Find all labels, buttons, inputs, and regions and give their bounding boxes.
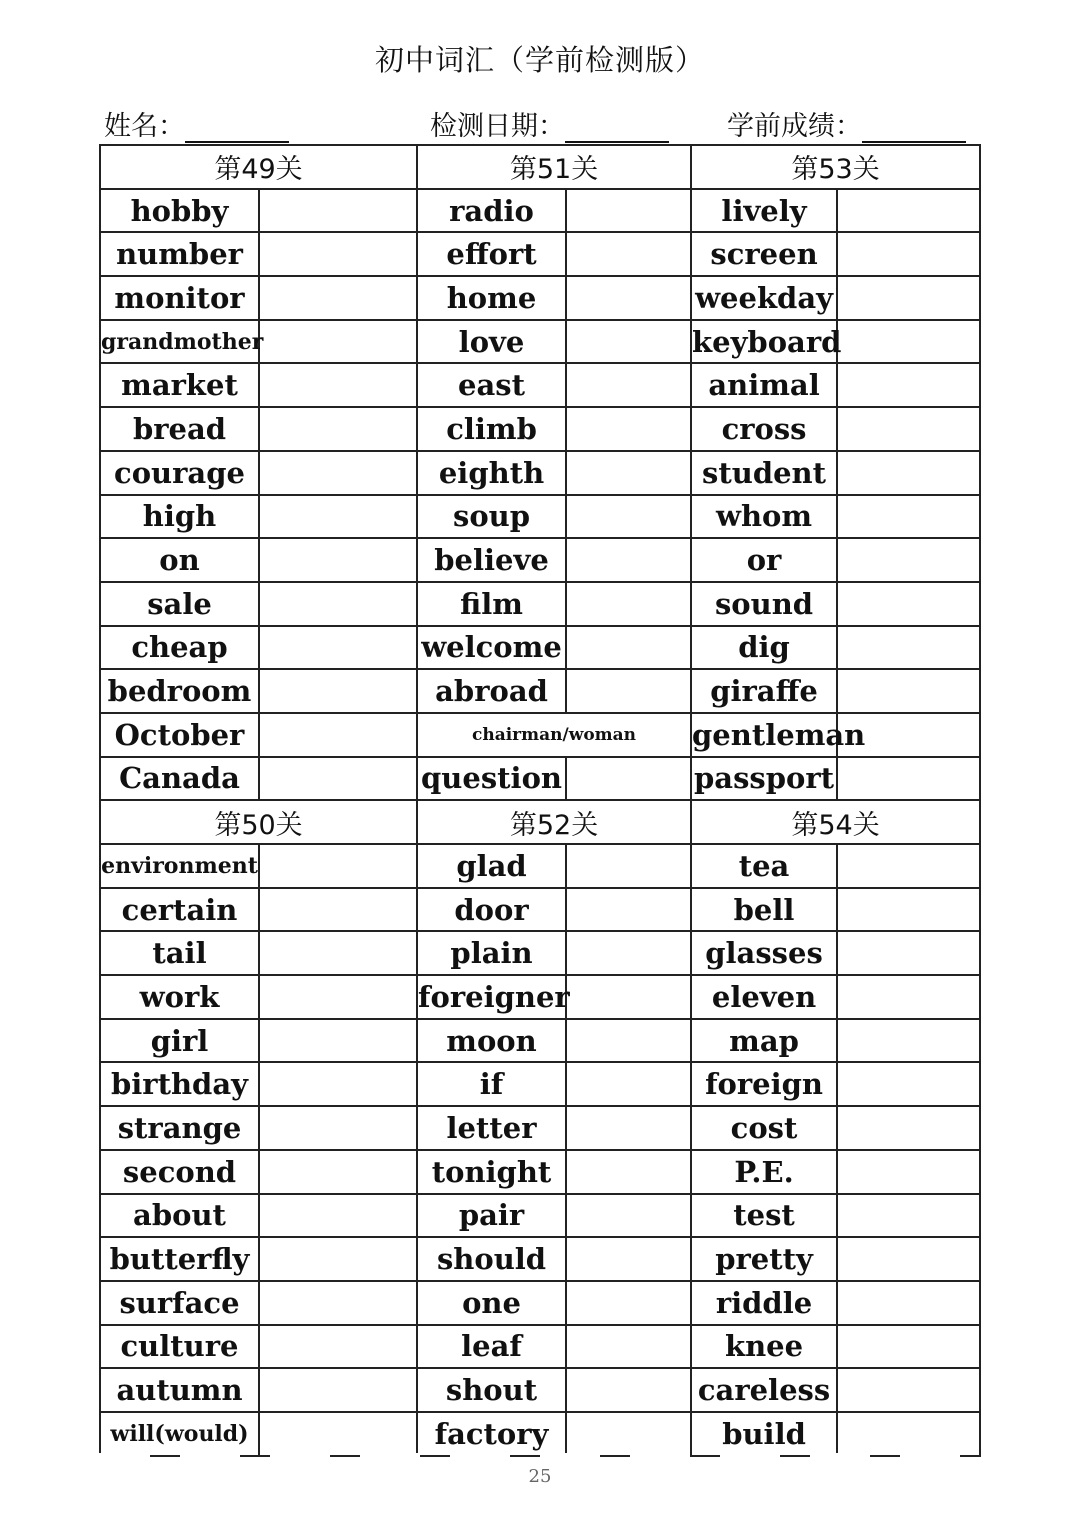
vocab-word: cost <box>691 1106 837 1150</box>
answer-cell[interactable] <box>837 363 980 407</box>
vocab-word: hobby <box>100 189 259 233</box>
answer-cell[interactable] <box>566 1150 691 1194</box>
vocabulary-table <box>99 144 981 1457</box>
vocab-word: riddle <box>691 1281 837 1325</box>
vocab-word: number <box>100 232 259 276</box>
vocab-word: leaf <box>417 1325 566 1369</box>
page-number: 25 <box>528 1466 552 1487</box>
word-row <box>100 276 980 320</box>
level-heading: 第51关 <box>417 145 691 189</box>
vocab-word: P.E. <box>691 1150 837 1194</box>
vocab-word: soup <box>417 495 566 539</box>
answer-cell[interactable] <box>566 1019 691 1063</box>
answer-cell[interactable] <box>259 1106 417 1150</box>
word-row <box>100 975 980 1019</box>
word-row <box>100 713 980 757</box>
answer-cell[interactable] <box>837 1019 980 1063</box>
answer-cell[interactable] <box>837 975 980 1019</box>
vocab-word: east <box>417 363 566 407</box>
word-row <box>100 320 980 364</box>
vocab-word: monitor <box>100 276 259 320</box>
vocab-word: market <box>100 363 259 407</box>
level-heading: 第54关 <box>691 800 980 844</box>
answer-cell[interactable] <box>566 626 691 670</box>
vocab-word: pretty <box>691 1237 837 1281</box>
answer-cell[interactable] <box>837 1106 980 1150</box>
answer-cell[interactable] <box>259 931 417 975</box>
answer-cell[interactable] <box>837 1062 980 1106</box>
vocab-word: if <box>417 1062 566 1106</box>
answer-cell[interactable] <box>259 407 417 451</box>
word-row <box>100 363 980 407</box>
score-blank[interactable] <box>862 111 966 143</box>
answer-cell[interactable] <box>837 626 980 670</box>
answer-cell[interactable] <box>566 582 691 626</box>
vocab-word: work <box>100 975 259 1019</box>
word-row <box>100 757 980 801</box>
level-heading: 第50关 <box>100 800 417 844</box>
answer-cell[interactable] <box>259 888 417 932</box>
vocab-word: high <box>100 495 259 539</box>
vocab-word: whom <box>691 495 837 539</box>
answer-cell[interactable] <box>566 757 691 801</box>
answer-cell[interactable] <box>566 407 691 451</box>
word-row <box>100 1019 980 1063</box>
date-label: 检测日期： <box>430 111 565 142</box>
vocab-word: foreigner <box>417 975 566 1019</box>
answer-cell[interactable] <box>259 1325 417 1369</box>
word-row <box>100 1281 980 1325</box>
word-row <box>100 189 980 233</box>
answer-cell[interactable] <box>566 232 691 276</box>
vocab-word: about <box>100 1194 259 1238</box>
word-row <box>100 495 980 539</box>
page-edge-artifact <box>0 1453 1080 1463</box>
vocab-word: surface <box>100 1281 259 1325</box>
vocab-word: effort <box>417 232 566 276</box>
name-blank[interactable] <box>185 111 289 143</box>
vocab-word: climb <box>417 407 566 451</box>
vocab-word: dig <box>691 626 837 670</box>
vocab-word: sale <box>100 582 259 626</box>
answer-cell[interactable] <box>259 975 417 1019</box>
vocab-word: certain <box>100 888 259 932</box>
answer-cell[interactable] <box>259 757 417 801</box>
answer-cell[interactable] <box>259 626 417 670</box>
answer-cell[interactable] <box>259 1194 417 1238</box>
vocab-word: screen <box>691 232 837 276</box>
vocab-word: glasses <box>691 931 837 975</box>
word-row <box>100 626 980 670</box>
vocab-word: bell <box>691 888 837 932</box>
vocab-word: question <box>417 757 566 801</box>
answer-cell[interactable] <box>837 931 980 975</box>
word-row <box>100 1062 980 1106</box>
date-field[interactable] <box>430 104 669 143</box>
vocab-word: glad <box>417 844 566 888</box>
vocab-word: or <box>691 538 837 582</box>
answer-cell[interactable] <box>566 1281 691 1325</box>
vocab-word: will(would) <box>100 1412 259 1456</box>
vocab-word: shout <box>417 1368 566 1412</box>
answer-cell[interactable] <box>259 1368 417 1412</box>
page-title: 初中词汇（学前检测版） <box>374 43 705 77</box>
vocab-word: careless <box>691 1368 837 1412</box>
vocab-word: tea <box>691 844 837 888</box>
vocab-word: build <box>691 1412 837 1456</box>
answer-cell[interactable] <box>566 1237 691 1281</box>
answer-cell[interactable] <box>259 844 417 888</box>
vocab-word: weekday <box>691 276 837 320</box>
answer-cell[interactable] <box>259 320 417 364</box>
answer-cell[interactable] <box>566 276 691 320</box>
vocab-word: student <box>691 451 837 495</box>
vocab-word: should <box>417 1237 566 1281</box>
vocab-word: girl <box>100 1019 259 1063</box>
vocab-word: second <box>100 1150 259 1194</box>
vocab-word: knee <box>691 1325 837 1369</box>
answer-cell[interactable] <box>259 1150 417 1194</box>
name-field[interactable] <box>104 104 289 143</box>
vocab-word: chairman/woman <box>417 713 691 757</box>
answer-cell[interactable] <box>259 1412 417 1456</box>
word-row <box>100 1106 980 1150</box>
vocab-word: butterfly <box>100 1237 259 1281</box>
word-row <box>100 232 980 276</box>
vocab-word: sound <box>691 582 837 626</box>
answer-cell[interactable] <box>259 363 417 407</box>
answer-cell[interactable] <box>259 1281 417 1325</box>
answer-cell[interactable] <box>837 1194 980 1238</box>
answer-cell[interactable] <box>837 495 980 539</box>
vocab-word: believe <box>417 538 566 582</box>
answer-cell[interactable] <box>837 1150 980 1194</box>
answer-cell[interactable] <box>259 538 417 582</box>
level-heading: 第52关 <box>417 800 691 844</box>
answer-cell[interactable] <box>566 320 691 364</box>
vocab-word: passport <box>691 757 837 801</box>
answer-cell[interactable] <box>259 713 417 757</box>
word-row <box>100 669 980 713</box>
vocab-word: tail <box>100 931 259 975</box>
vocab-word: cross <box>691 407 837 451</box>
vocab-word: giraffe <box>691 669 837 713</box>
answer-cell[interactable] <box>259 276 417 320</box>
vocab-word: Canada <box>100 757 259 801</box>
vocab-word: animal <box>691 363 837 407</box>
vocab-word: pair <box>417 1194 566 1238</box>
answer-cell[interactable] <box>259 495 417 539</box>
answer-cell[interactable] <box>837 669 980 713</box>
answer-cell[interactable] <box>837 1368 980 1412</box>
answer-cell[interactable] <box>837 1325 980 1369</box>
word-row <box>100 1412 980 1456</box>
word-row <box>100 931 980 975</box>
vocab-word: courage <box>100 451 259 495</box>
vocab-word: grandmother <box>100 320 259 364</box>
answer-cell[interactable] <box>837 451 980 495</box>
vocab-word: cheap <box>100 626 259 670</box>
vocab-word: environment <box>100 844 259 888</box>
vocab-word: bread <box>100 407 259 451</box>
answer-cell[interactable] <box>259 232 417 276</box>
level-header-row <box>100 800 980 844</box>
answer-cell[interactable] <box>566 975 691 1019</box>
vocab-word: welcome <box>417 626 566 670</box>
answer-cell[interactable] <box>259 1019 417 1063</box>
vocab-word: abroad <box>417 669 566 713</box>
answer-cell[interactable] <box>566 888 691 932</box>
answer-cell[interactable] <box>259 582 417 626</box>
answer-cell[interactable] <box>837 1237 980 1281</box>
answer-cell[interactable] <box>566 189 691 233</box>
answer-cell[interactable] <box>259 189 417 233</box>
level-heading: 第49关 <box>100 145 417 189</box>
word-row <box>100 582 980 626</box>
vocab-word: factory <box>417 1412 566 1456</box>
vocab-word: bedroom <box>100 669 259 713</box>
answer-cell[interactable] <box>566 1194 691 1238</box>
answer-cell[interactable] <box>837 757 980 801</box>
level-heading: 第53关 <box>691 145 980 189</box>
vocab-word: lively <box>691 189 837 233</box>
vocab-word: moon <box>417 1019 566 1063</box>
date-blank[interactable] <box>565 111 669 143</box>
vocab-word: gentleman <box>691 713 837 757</box>
vocab-word: film <box>417 582 566 626</box>
answer-cell[interactable] <box>837 407 980 451</box>
answer-cell[interactable] <box>566 363 691 407</box>
vocab-word: autumn <box>100 1368 259 1412</box>
answer-cell[interactable] <box>837 189 980 233</box>
vocab-word: strange <box>100 1106 259 1150</box>
vocab-word: keyboard <box>691 320 837 364</box>
vocab-word: eighth <box>417 451 566 495</box>
answer-cell[interactable] <box>566 1368 691 1412</box>
name-label: 姓名： <box>104 111 185 142</box>
vocab-word: map <box>691 1019 837 1063</box>
vocab-word: letter <box>417 1106 566 1150</box>
vocab-word: door <box>417 888 566 932</box>
answer-cell[interactable] <box>837 1412 980 1456</box>
word-row <box>100 1368 980 1412</box>
vocab-word: tonight <box>417 1150 566 1194</box>
answer-cell[interactable] <box>566 538 691 582</box>
word-row <box>100 888 980 932</box>
answer-cell[interactable] <box>837 1281 980 1325</box>
answer-cell[interactable] <box>259 1062 417 1106</box>
word-row <box>100 407 980 451</box>
answer-cell[interactable] <box>566 1412 691 1456</box>
answer-cell[interactable] <box>259 1237 417 1281</box>
vocab-word: one <box>417 1281 566 1325</box>
word-row <box>100 538 980 582</box>
student-info-row <box>0 104 1080 144</box>
word-row <box>100 1150 980 1194</box>
answer-cell[interactable] <box>259 451 417 495</box>
vocab-word: culture <box>100 1325 259 1369</box>
answer-cell[interactable] <box>837 582 980 626</box>
level-header-row <box>100 145 980 189</box>
vocab-word: foreign <box>691 1062 837 1106</box>
answer-cell[interactable] <box>566 451 691 495</box>
vocab-word: plain <box>417 931 566 975</box>
answer-cell[interactable] <box>566 1325 691 1369</box>
answer-cell[interactable] <box>837 232 980 276</box>
answer-cell[interactable] <box>566 844 691 888</box>
word-row <box>100 844 980 888</box>
answer-cell[interactable] <box>566 1062 691 1106</box>
answer-cell[interactable] <box>566 669 691 713</box>
vocab-word: October <box>100 713 259 757</box>
vocab-word: birthday <box>100 1062 259 1106</box>
answer-cell[interactable] <box>837 320 980 364</box>
vocab-word: test <box>691 1194 837 1238</box>
vocab-word: home <box>417 276 566 320</box>
score-field[interactable] <box>727 104 966 143</box>
answer-cell[interactable] <box>837 276 980 320</box>
score-label: 学前成绩： <box>727 111 862 142</box>
word-row <box>100 451 980 495</box>
answer-cell[interactable] <box>837 538 980 582</box>
answer-cell[interactable] <box>837 888 980 932</box>
vocab-word: radio <box>417 189 566 233</box>
word-row <box>100 1194 980 1238</box>
answer-cell[interactable] <box>837 844 980 888</box>
word-row <box>100 1237 980 1281</box>
answer-cell[interactable] <box>259 669 417 713</box>
answer-cell[interactable] <box>566 1106 691 1150</box>
vocab-word: on <box>100 538 259 582</box>
vocab-word: love <box>417 320 566 364</box>
answer-cell[interactable] <box>566 931 691 975</box>
answer-cell[interactable] <box>566 495 691 539</box>
word-row <box>100 1325 980 1369</box>
vocab-word: eleven <box>691 975 837 1019</box>
